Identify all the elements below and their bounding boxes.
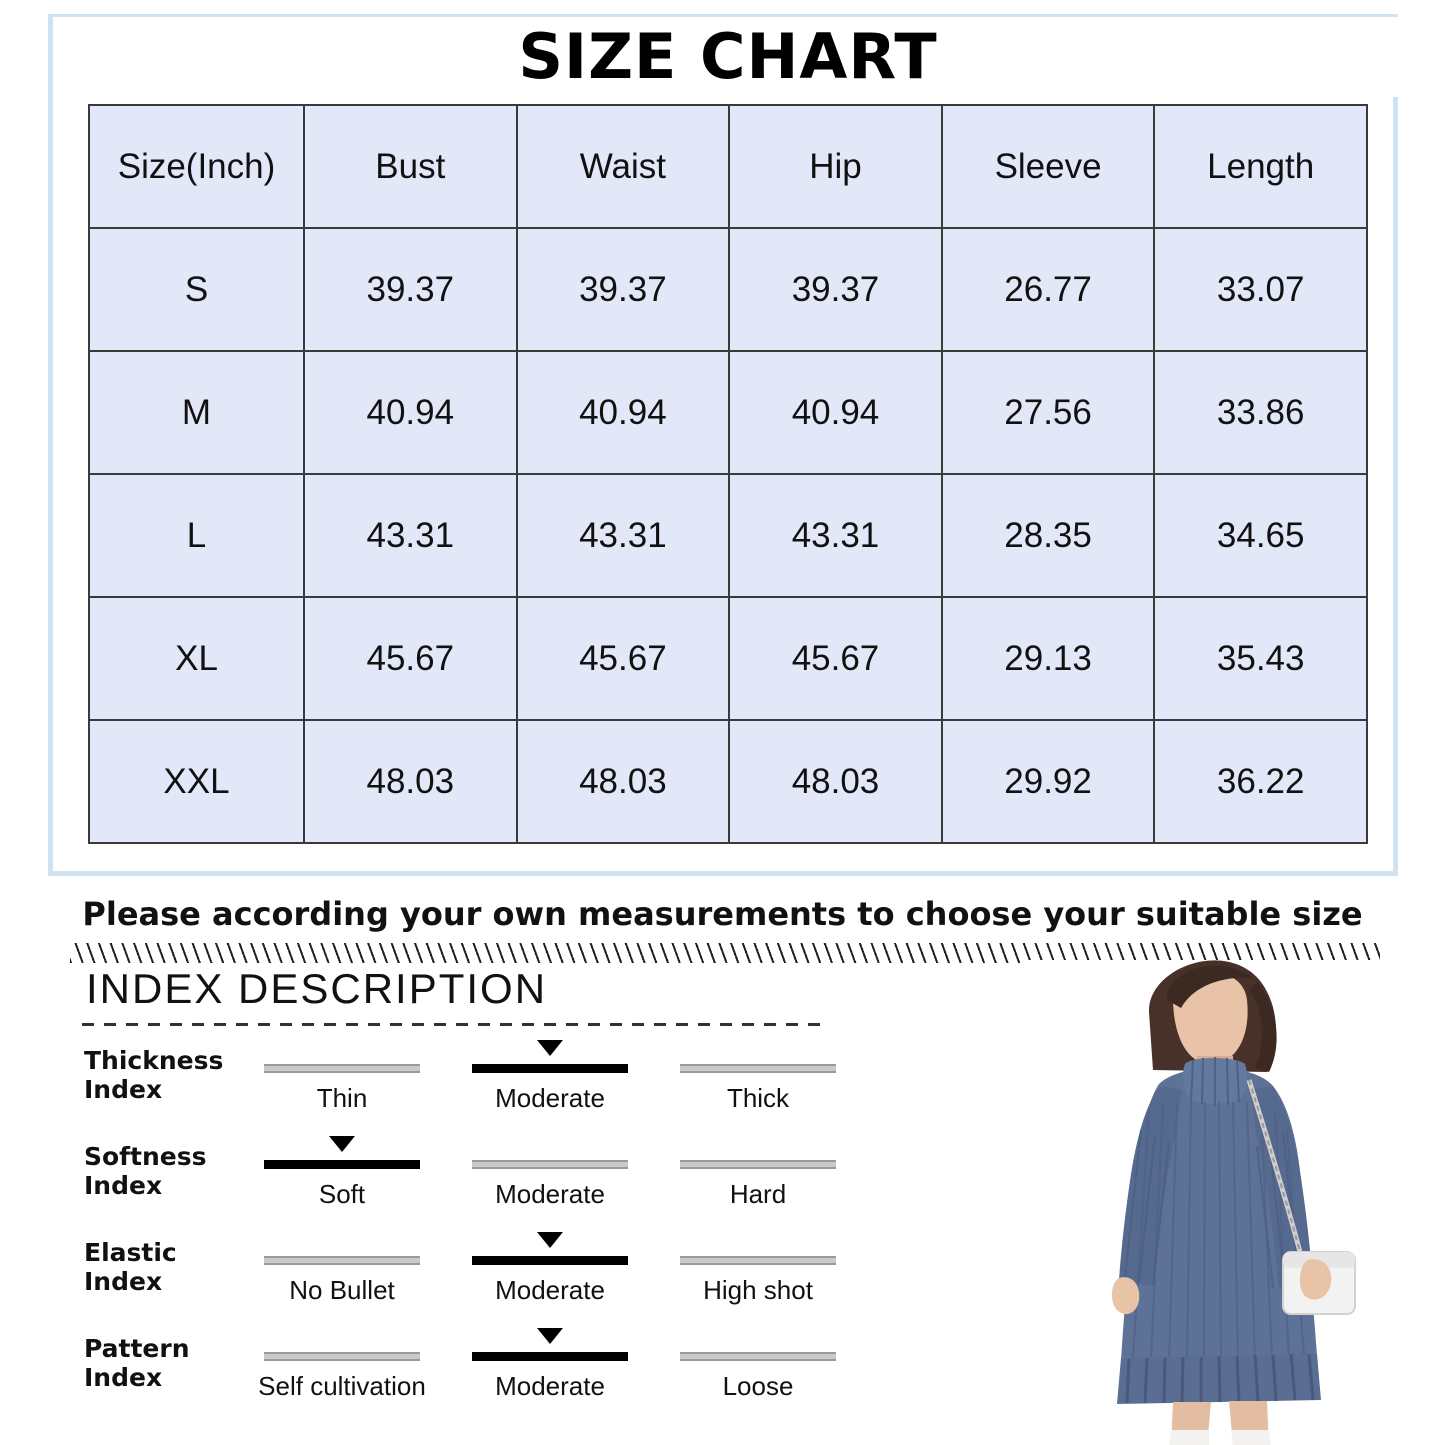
marker-slot bbox=[446, 1134, 654, 1160]
waist-cell: 43.31 bbox=[517, 474, 730, 597]
size-chart-panel bbox=[48, 14, 1398, 876]
index-option-label: Moderate bbox=[495, 1179, 605, 1209]
column-header: Bust bbox=[304, 105, 517, 228]
table-header-row bbox=[89, 105, 1367, 228]
hip-cell: 40.94 bbox=[729, 351, 942, 474]
size-cell: L bbox=[89, 474, 304, 597]
index-option bbox=[238, 1038, 446, 1114]
index-description-section bbox=[70, 965, 870, 1422]
index-label-line1: Elastic bbox=[84, 1238, 177, 1267]
index-option-label: Thick bbox=[726, 1083, 790, 1113]
table-row bbox=[89, 597, 1367, 720]
index-option-selected bbox=[446, 1326, 654, 1402]
column-header: Size(Inch) bbox=[89, 105, 304, 228]
hip-cell: 45.67 bbox=[729, 597, 942, 720]
sleeve-cell: 29.13 bbox=[942, 597, 1155, 720]
scale-bar bbox=[264, 1352, 420, 1361]
index-option-selected bbox=[238, 1134, 446, 1210]
index-label-line1: Softness bbox=[84, 1142, 207, 1171]
triangle-marker-icon bbox=[537, 1328, 563, 1344]
bust-cell: 45.67 bbox=[304, 597, 517, 720]
marker-slot bbox=[238, 1326, 446, 1352]
scale-bar bbox=[680, 1256, 836, 1265]
marker-slot bbox=[654, 1230, 862, 1256]
index-row-label bbox=[70, 1038, 238, 1104]
table-row bbox=[89, 228, 1367, 351]
index-option bbox=[654, 1326, 862, 1402]
index-option-label: High shot bbox=[703, 1275, 813, 1305]
index-row-label bbox=[70, 1326, 238, 1392]
hip-cell: 48.03 bbox=[729, 720, 942, 843]
index-row-label bbox=[70, 1230, 238, 1296]
sleeve-cell: 28.35 bbox=[942, 474, 1155, 597]
index-option bbox=[654, 1230, 862, 1306]
scale-bar bbox=[264, 1256, 420, 1265]
index-label-line2: Index bbox=[84, 1075, 163, 1104]
column-header: Sleeve bbox=[942, 105, 1155, 228]
sleeve-cell: 27.56 bbox=[942, 351, 1155, 474]
index-row-pattern bbox=[70, 1326, 870, 1422]
triangle-marker-icon bbox=[537, 1232, 563, 1248]
marker-slot bbox=[238, 1230, 446, 1256]
marker-slot bbox=[654, 1134, 862, 1160]
index-option bbox=[654, 1134, 862, 1210]
size-chart-table bbox=[88, 104, 1368, 844]
index-options bbox=[238, 1230, 870, 1306]
index-option-label: Moderate bbox=[495, 1371, 605, 1401]
table-row bbox=[89, 720, 1367, 843]
page-title: SIZE CHART bbox=[53, 17, 1403, 97]
scale-bar bbox=[472, 1256, 628, 1265]
column-header: Waist bbox=[517, 105, 730, 228]
index-label-line2: Index bbox=[84, 1267, 163, 1296]
index-label-line1: Pattern bbox=[84, 1334, 190, 1363]
index-option-label: Moderate bbox=[495, 1083, 605, 1113]
index-option-selected bbox=[446, 1230, 654, 1306]
index-option-label: Self cultivation bbox=[258, 1371, 426, 1401]
waist-cell: 39.37 bbox=[517, 228, 730, 351]
index-label-line1: Thickness bbox=[84, 1046, 224, 1075]
column-header: Hip bbox=[729, 105, 942, 228]
index-option-label: Loose bbox=[722, 1371, 794, 1401]
index-option bbox=[238, 1326, 446, 1402]
model-illustration bbox=[1021, 960, 1421, 1445]
length-cell: 36.22 bbox=[1154, 720, 1367, 843]
hip-cell: 43.31 bbox=[729, 474, 942, 597]
measurement-note: Please according your own measurements to choose your suitable size bbox=[82, 895, 1363, 933]
bust-cell: 40.94 bbox=[304, 351, 517, 474]
table-row bbox=[89, 351, 1367, 474]
size-cell: S bbox=[89, 228, 304, 351]
scale-bar bbox=[264, 1160, 420, 1169]
index-option-selected bbox=[446, 1038, 654, 1114]
index-options bbox=[238, 1134, 870, 1210]
scale-bar bbox=[680, 1160, 836, 1169]
marker-slot bbox=[654, 1326, 862, 1352]
index-options bbox=[238, 1326, 870, 1402]
index-label-line2: Index bbox=[84, 1171, 163, 1200]
index-row-softness bbox=[70, 1134, 870, 1230]
index-option-label: Moderate bbox=[495, 1275, 605, 1305]
column-header: Length bbox=[1154, 105, 1367, 228]
index-row-thickness bbox=[70, 1038, 870, 1134]
index-option bbox=[238, 1230, 446, 1306]
triangle-marker-icon bbox=[329, 1136, 355, 1152]
size-cell: M bbox=[89, 351, 304, 474]
index-option-label: Hard bbox=[729, 1179, 787, 1209]
length-cell: 33.07 bbox=[1154, 228, 1367, 351]
sleeve-cell: 29.92 bbox=[942, 720, 1155, 843]
scale-bar bbox=[472, 1064, 628, 1073]
index-row-label bbox=[70, 1134, 238, 1200]
scale-bar bbox=[472, 1352, 628, 1361]
length-cell: 33.86 bbox=[1154, 351, 1367, 474]
marker-slot bbox=[654, 1038, 862, 1064]
index-option-label: Thin bbox=[316, 1083, 368, 1113]
length-cell: 35.43 bbox=[1154, 597, 1367, 720]
index-row-elastic bbox=[70, 1230, 870, 1326]
hip-cell: 39.37 bbox=[729, 228, 942, 351]
index-label-line2: Index bbox=[84, 1363, 163, 1392]
index-option-label: Soft bbox=[318, 1179, 366, 1209]
size-cell: XL bbox=[89, 597, 304, 720]
dashed-divider bbox=[82, 1023, 822, 1026]
size-cell: XXL bbox=[89, 720, 304, 843]
index-option-label: No Bullet bbox=[289, 1275, 395, 1305]
sleeve-cell: 26.77 bbox=[942, 228, 1155, 351]
index-description-title: INDEX DESCRIPTION bbox=[86, 965, 548, 1012]
marker-slot bbox=[446, 1326, 654, 1352]
scale-bar bbox=[472, 1160, 628, 1169]
index-option bbox=[654, 1038, 862, 1114]
bust-cell: 39.37 bbox=[304, 228, 517, 351]
bust-cell: 43.31 bbox=[304, 474, 517, 597]
scale-bar bbox=[264, 1064, 420, 1073]
waist-cell: 48.03 bbox=[517, 720, 730, 843]
scale-bar bbox=[680, 1064, 836, 1073]
marker-slot bbox=[446, 1230, 654, 1256]
triangle-marker-icon bbox=[537, 1040, 563, 1056]
scale-bar bbox=[680, 1352, 836, 1361]
table-row bbox=[89, 474, 1367, 597]
marker-slot bbox=[238, 1134, 446, 1160]
index-option bbox=[446, 1134, 654, 1210]
index-options bbox=[238, 1038, 870, 1114]
marker-slot bbox=[238, 1038, 446, 1064]
length-cell: 34.65 bbox=[1154, 474, 1367, 597]
marker-slot bbox=[446, 1038, 654, 1064]
waist-cell: 45.67 bbox=[517, 597, 730, 720]
waist-cell: 40.94 bbox=[517, 351, 730, 474]
product-photo bbox=[1021, 960, 1421, 1445]
bust-cell: 48.03 bbox=[304, 720, 517, 843]
